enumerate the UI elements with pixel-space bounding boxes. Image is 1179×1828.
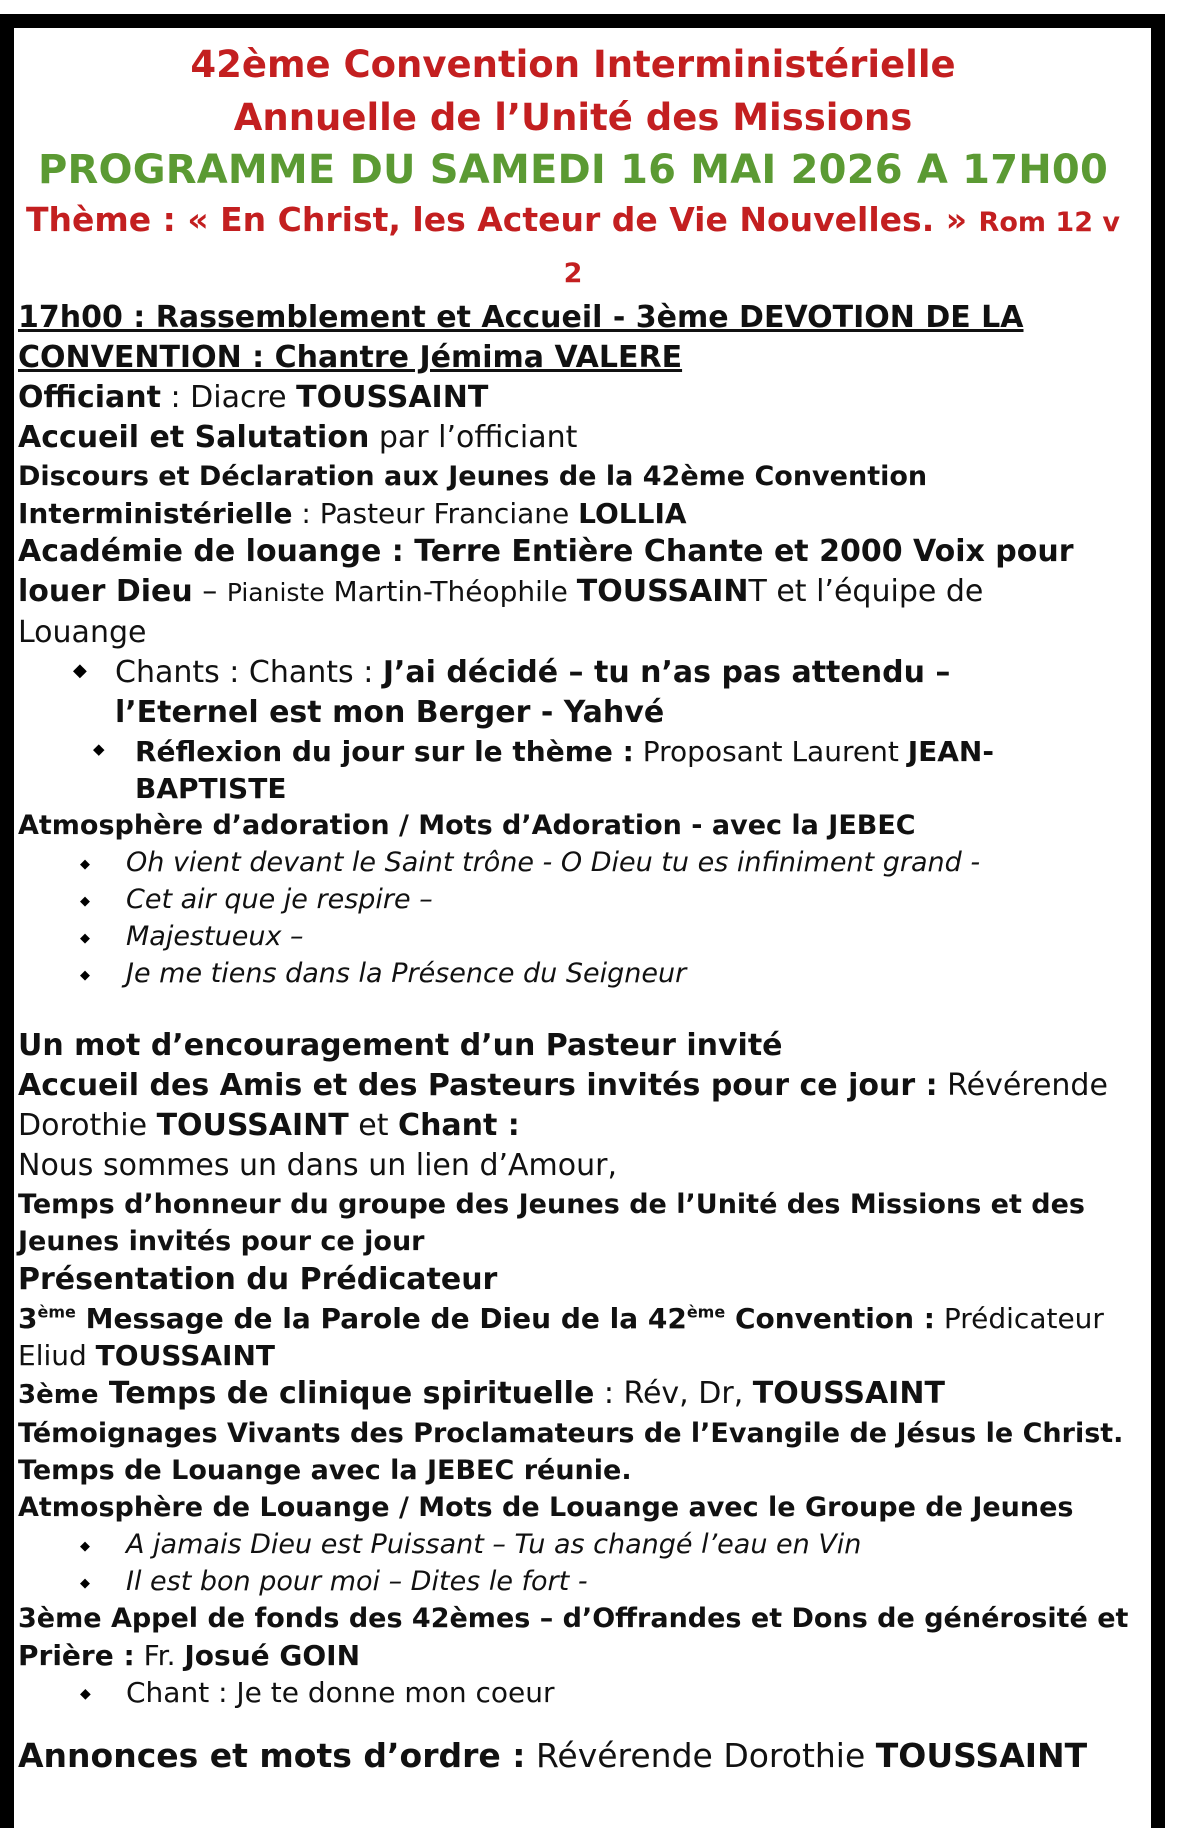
adoration-songs-list [18,844,1128,992]
amis-last-name: TOUSSAINT [156,1108,349,1143]
academie-dash: – [192,574,227,609]
theme-text: Thème : « En Christ, les Acteur de Vie Nouvelles. » [26,200,968,239]
message-sup-1: ème [37,1302,76,1322]
diamond-bullet-icon: ◆ [80,1576,90,1591]
diamond-bullet-icon: ◆ [80,1539,90,1554]
list-item [18,881,1128,918]
programme-date-heading: PROGRAMME DU SAMEDI 16 MAI 2026 A 17H00 [38,147,1108,193]
reflexion-name-1: JEAN- [907,735,994,768]
clinique-line [18,1374,1128,1415]
message-line-2 [18,1337,1128,1374]
list-item [18,1526,1128,1563]
diamond-bullet-icon: ◆ [73,660,87,681]
convention-title-line-1: 42ème Convention Interministérielle [190,43,956,86]
message-number: 3 [18,1302,38,1335]
reflexion-speaker: Proposant Laurent [633,735,908,768]
honneur-line-1: Temps d’honneur du groupe des Jeunes de l’Unité des Missions et des [18,1189,1085,1220]
diamond-bullet-icon: ◆ [80,1686,91,1702]
message-convention: Convention : [725,1302,935,1335]
amis-label: Accueil des Amis et des Pasteurs invités pour ce jour : [18,1068,938,1103]
diamond-bullet-icon: ◆ [80,857,90,872]
clinique-label: Temps de clinique spirituelle [98,1376,595,1411]
louange-title: Atmosphère de Louange / Mots de Louange avec le Groupe de Jeunes [18,1492,1074,1523]
academie-role: Pianiste [226,578,325,607]
clinique-name: TOUSSAINT [752,1376,945,1411]
opening-line-1: 17h00 : Rassemblement et Accueil - 3ème DEVOTION DE LA [18,300,1024,335]
honneur-line-2: Jeunes invités pour ce jour [18,1226,425,1257]
temoignages-line: Témoignages Vivants des Proclamateurs de l’Evangile de Jésus le Christ. [18,1418,1124,1449]
academie-name: TOUSSAIN [576,574,749,609]
discours-line-1: Discours et Déclaration aux Jeunes de la 42ème Convention [18,461,928,492]
diamond-bullet-icon: ◆ [80,931,90,946]
preacher-first-name: Eliud [18,1339,96,1372]
list-item [18,918,1128,955]
reflexion-name-2: BAPTISTE [135,772,287,805]
message-role: Prédicateur [934,1302,1104,1335]
chants-list-1: J’ai décidé – tu n’as pas attendu – [382,655,951,690]
officiant-sep: : Diacre [160,380,297,415]
officiant-name: TOUSSAINT [296,380,489,415]
diamond-bullet-icon: ◆ [80,968,90,983]
list-item [18,1563,1128,1600]
song-title: Il est bon pour moi – Dites le fort - [126,1566,588,1597]
message-text: Message de la Parole de Dieu de la 42 [75,1302,687,1335]
chants-list-2: l’Eternel est mon Berger - Yahvé [115,695,665,730]
message-sup-2: ème [686,1302,726,1322]
discours-line-2 [18,495,1128,532]
chant-final-item [18,1674,1128,1711]
welcome-rest: par l’officiant [369,420,578,455]
theme-line [18,196,1128,298]
chants-item [18,653,1128,693]
appel-name: Josué GOIN [184,1639,361,1672]
welcome-label: Accueil et Salutation [18,420,370,455]
academie-line-2 [18,572,1128,613]
song-title: Majestueux – [126,921,304,952]
academie-line-3: Louange [18,615,147,650]
diamond-bullet-icon: ◆ [93,740,105,758]
amis-first-name: Dorothie [18,1108,157,1143]
song-title: Oh vient devant le Saint trône - O Dieu tu es infiniment grand - [126,847,981,878]
annonces-person: Révérende Dorothie [525,1736,876,1775]
appel-line-1: 3ème Appel de fonds des 42èmes – d’Offrandes et Dons de générosité et [18,1603,1129,1634]
reflexion-item [18,733,1128,770]
welcome-line [18,418,1128,458]
discours-name: LOLLIA [578,497,687,530]
encouragement-line: Un mot d’encouragement d’un Pasteur invité [18,1028,783,1063]
temps-louange-line: Temps de Louange avec la JEBEC réunie. [18,1455,632,1486]
song-title: A jamais Dieu est Puissant – Tu as changé l’eau en Vin [126,1529,862,1560]
adoration-title: Atmosphère d’adoration / Mots d’Adoration - avec la JEBEC [18,810,916,841]
opening-line-2: CONVENTION : Chantre Jémima VALERE [18,340,683,375]
louange-songs-list [18,1526,1128,1600]
annonces-name: TOUSSAINT [875,1736,1088,1775]
song-title: Je me tiens dans la Présence du Seigneur [126,958,687,989]
diamond-bullet-icon: ◆ [80,894,90,909]
appel-title: Fr. [134,1639,185,1672]
chant-final-text: Chant : Je te donne mon coeur [126,1676,555,1709]
appel-priere-label: Prière : [18,1639,135,1672]
academie-line-1: Académie de louange : Terre Entière Chante et 2000 Voix pour [18,534,1074,569]
convention-title-line-2: Annuelle de l’Unité des Missions [233,96,913,139]
theme-reference: Rom 12 v 2 [563,207,1120,289]
presentation-line: Présentation du Prédicateur [18,1262,498,1297]
discours-label: Interministérielle [18,497,293,530]
amis-line-1 [18,1066,1128,1106]
amis-line-2 [18,1106,1128,1146]
preacher-last-name: TOUSSAINT [95,1339,276,1372]
programme-document [18,38,1128,1779]
nous-sommes-line: Nous sommes un dans un lien d’Amour, [18,1148,618,1183]
discours-speaker: : Pasteur Franciane [292,497,579,530]
list-item [18,955,1128,992]
chants-prefix: Chants : Chants : [115,655,383,690]
amis-title: Révérende [937,1068,1108,1103]
amis-and: et [348,1108,399,1143]
academie-rest: T et l’équipe de [748,574,984,609]
officiant-line [18,378,1128,418]
officiant-label: Officiant [18,380,161,415]
academie-person: Martin-Théophile [324,575,577,608]
reflexion-label: Réflexion du jour sur le thème : [135,735,634,768]
list-item [18,844,1128,881]
appel-line-2 [18,1637,1128,1674]
amis-chant-label: Chant : [398,1108,520,1143]
academie-label: louer Dieu [18,574,193,609]
message-line-1 [18,1300,1128,1337]
annonces-label: Annonces et mots d’ordre : [18,1736,526,1775]
annonces-line [18,1733,1128,1779]
song-title: Cet air que je respire – [126,884,433,915]
clinique-number: 3ème [18,1380,99,1410]
clinique-title: : Rév, Dr, [594,1376,753,1411]
